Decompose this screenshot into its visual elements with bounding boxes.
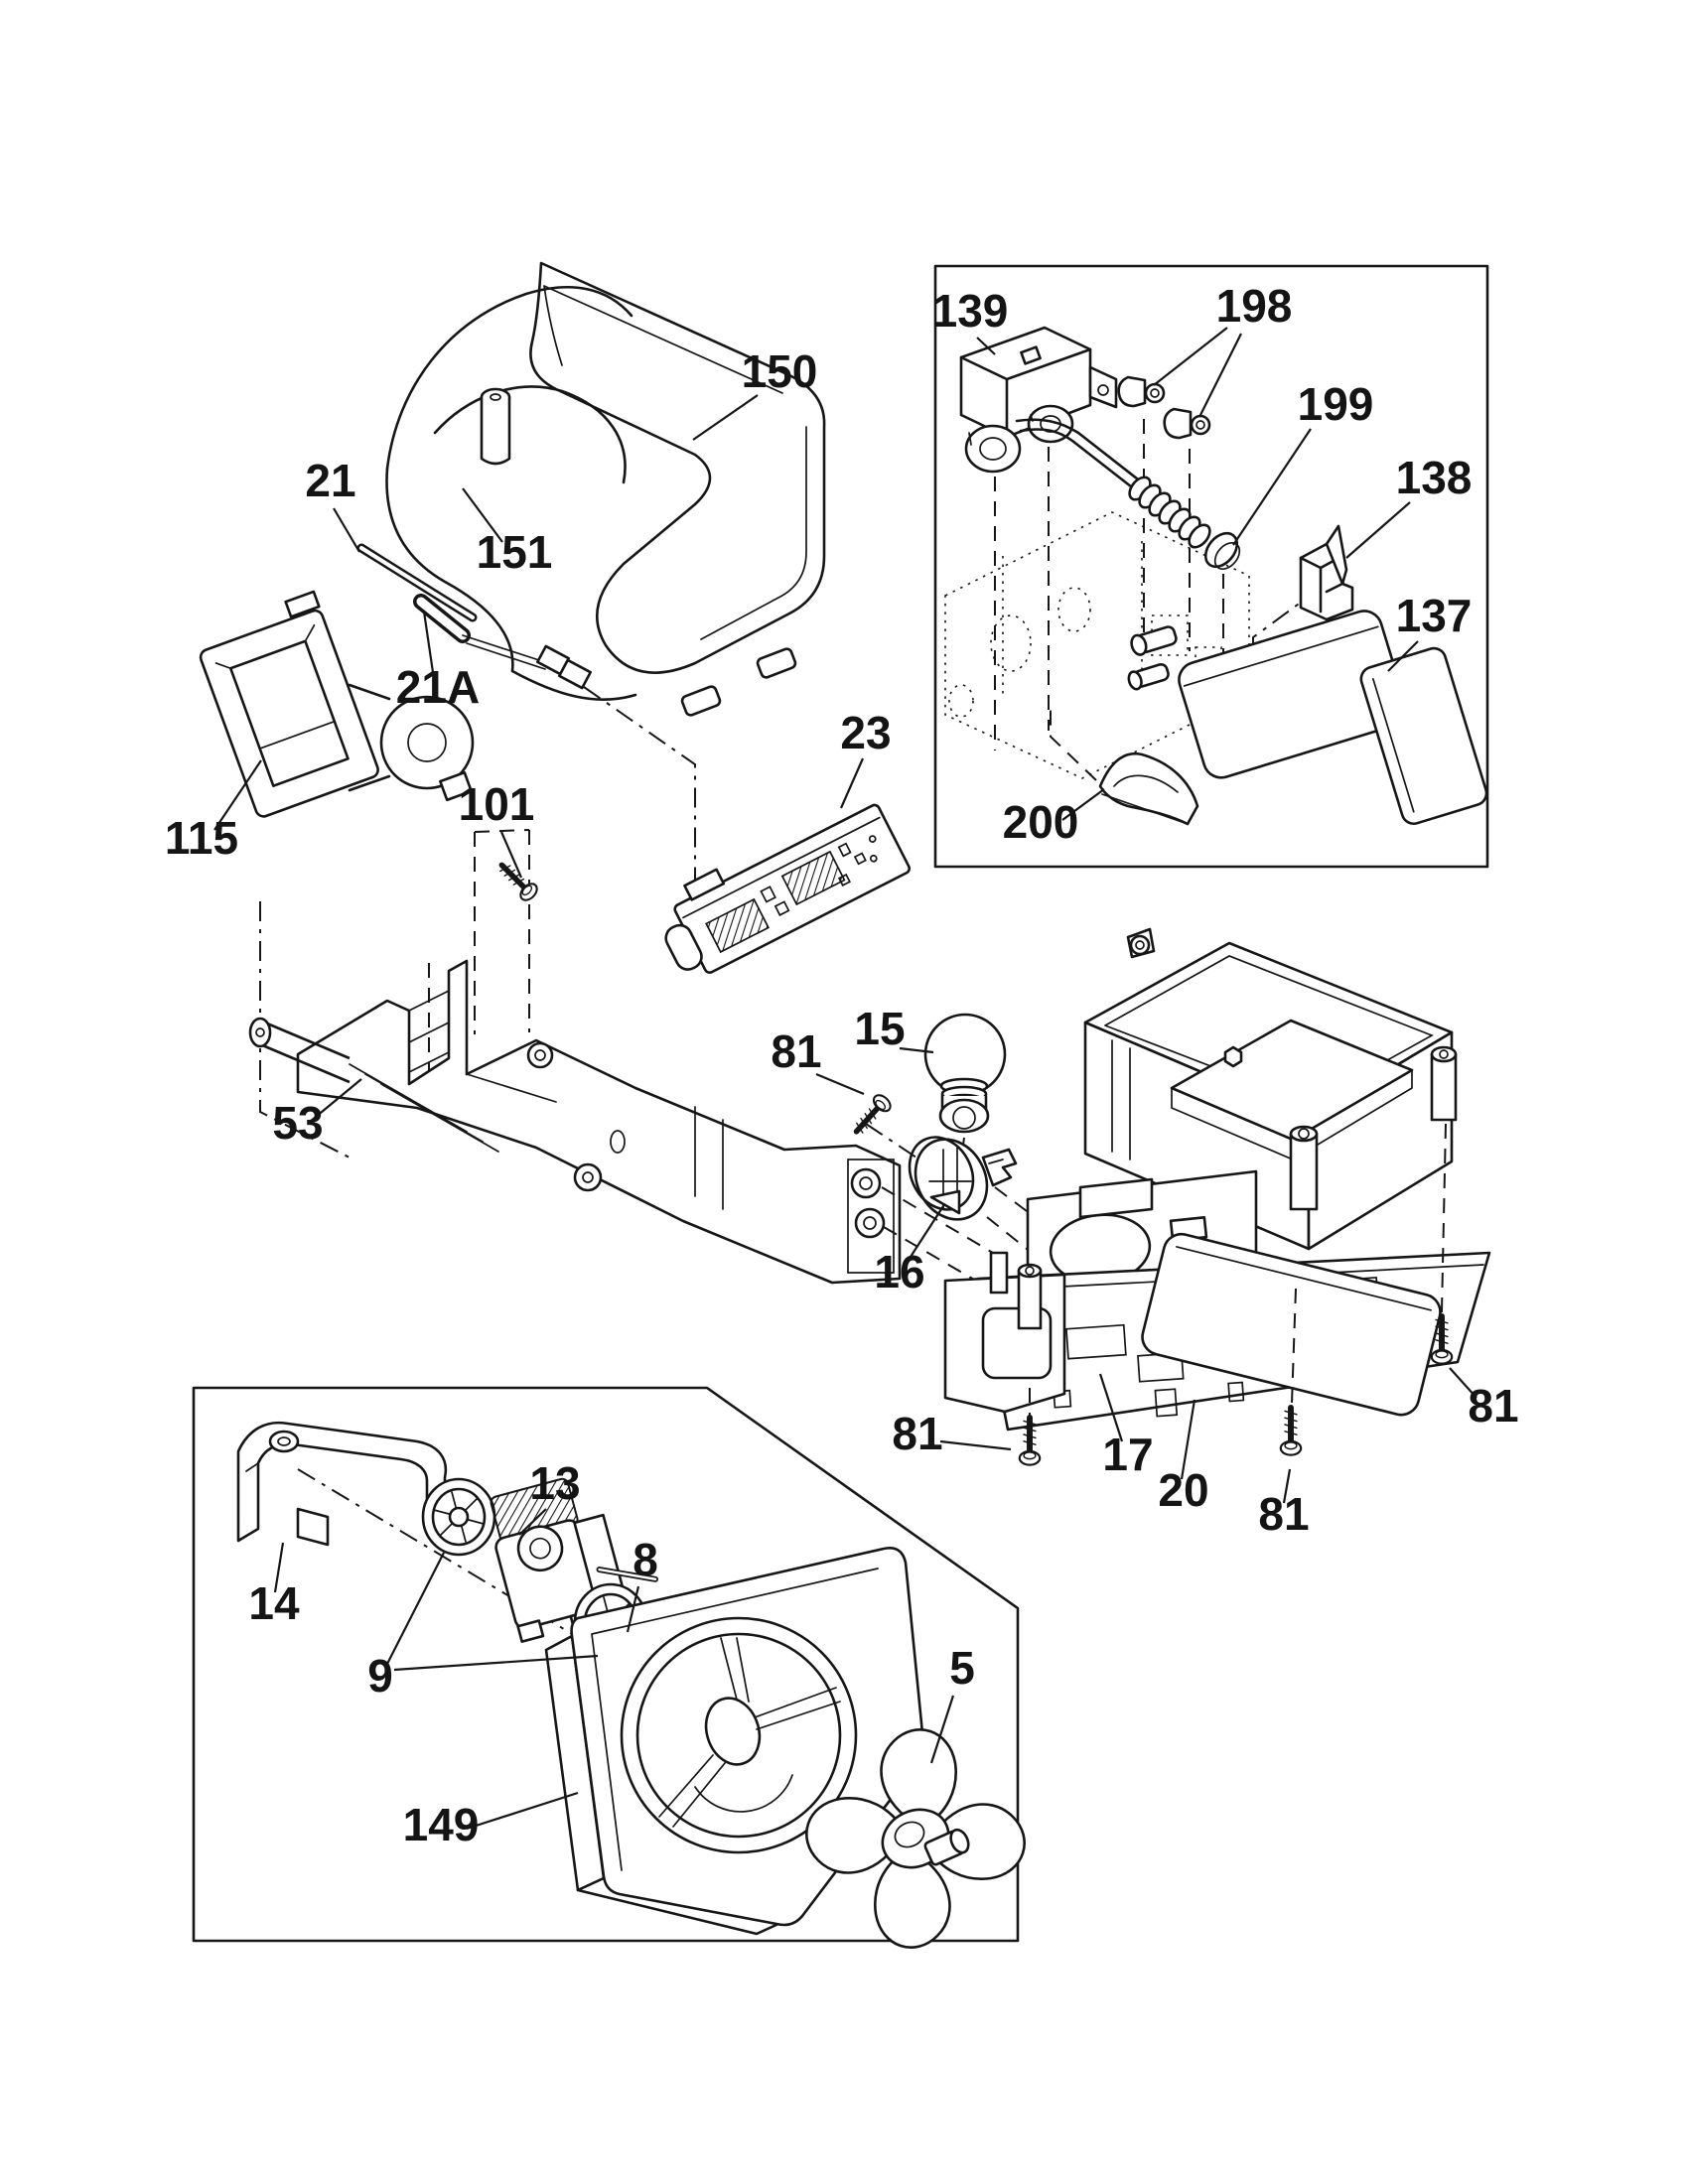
part-label-20: 20 [1158, 1464, 1209, 1516]
part-label-138: 138 [1395, 452, 1473, 503]
part-label-53: 53 [272, 1097, 324, 1149]
control-board-23 [647, 791, 911, 985]
blower-wheel-left [423, 1479, 494, 1555]
part-label-13: 13 [529, 1457, 581, 1509]
part-label-23: 23 [840, 707, 892, 758]
part-label-199: 199 [1297, 378, 1374, 430]
handle-200 [1100, 753, 1197, 824]
screw-81-bracket [849, 1092, 893, 1138]
part-label-14: 14 [248, 1577, 300, 1629]
part-label-9: 9 [367, 1650, 393, 1702]
part-label-101: 101 [458, 778, 535, 830]
part-label-81-bracket: 81 [771, 1025, 822, 1077]
part-label-150: 150 [741, 345, 818, 397]
fill-valve-139 [961, 328, 1116, 472]
part-label-81-right: 81 [1468, 1380, 1519, 1432]
inset-box-ice-maker-controls [935, 266, 1489, 867]
screw-81-mid [1281, 1408, 1301, 1455]
screw-101 [495, 859, 540, 903]
bracket-138 [1301, 526, 1352, 619]
wire-clips-198 [1119, 377, 1209, 438]
part-label-115: 115 [164, 812, 239, 864]
part-label-15: 15 [854, 1003, 906, 1054]
control-housing-assembly [945, 929, 1489, 1465]
air-duct-assembly [386, 263, 824, 717]
part-label-21: 21 [305, 455, 356, 506]
part-label-151: 151 [476, 526, 553, 578]
part-label-17: 17 [1102, 1429, 1154, 1480]
part-label-200: 200 [1002, 796, 1079, 848]
mounting-bracket-14 [238, 1423, 446, 1545]
duct-outer-150 [530, 263, 824, 673]
part-label-21a: 21A [395, 661, 481, 713]
part-label-149: 149 [402, 1799, 480, 1850]
part-label-8: 8 [633, 1534, 658, 1585]
part-label-81-foot: 81 [892, 1408, 943, 1459]
inset-box-fan-assembly [194, 1388, 1025, 1948]
part-label-198: 198 [1215, 280, 1293, 332]
part-label-139: 139 [931, 285, 1009, 337]
part-label-5: 5 [949, 1642, 975, 1694]
part-label-137: 137 [1395, 590, 1473, 641]
part-label-16: 16 [874, 1246, 925, 1297]
part-label-81-mid: 81 [1258, 1488, 1310, 1540]
